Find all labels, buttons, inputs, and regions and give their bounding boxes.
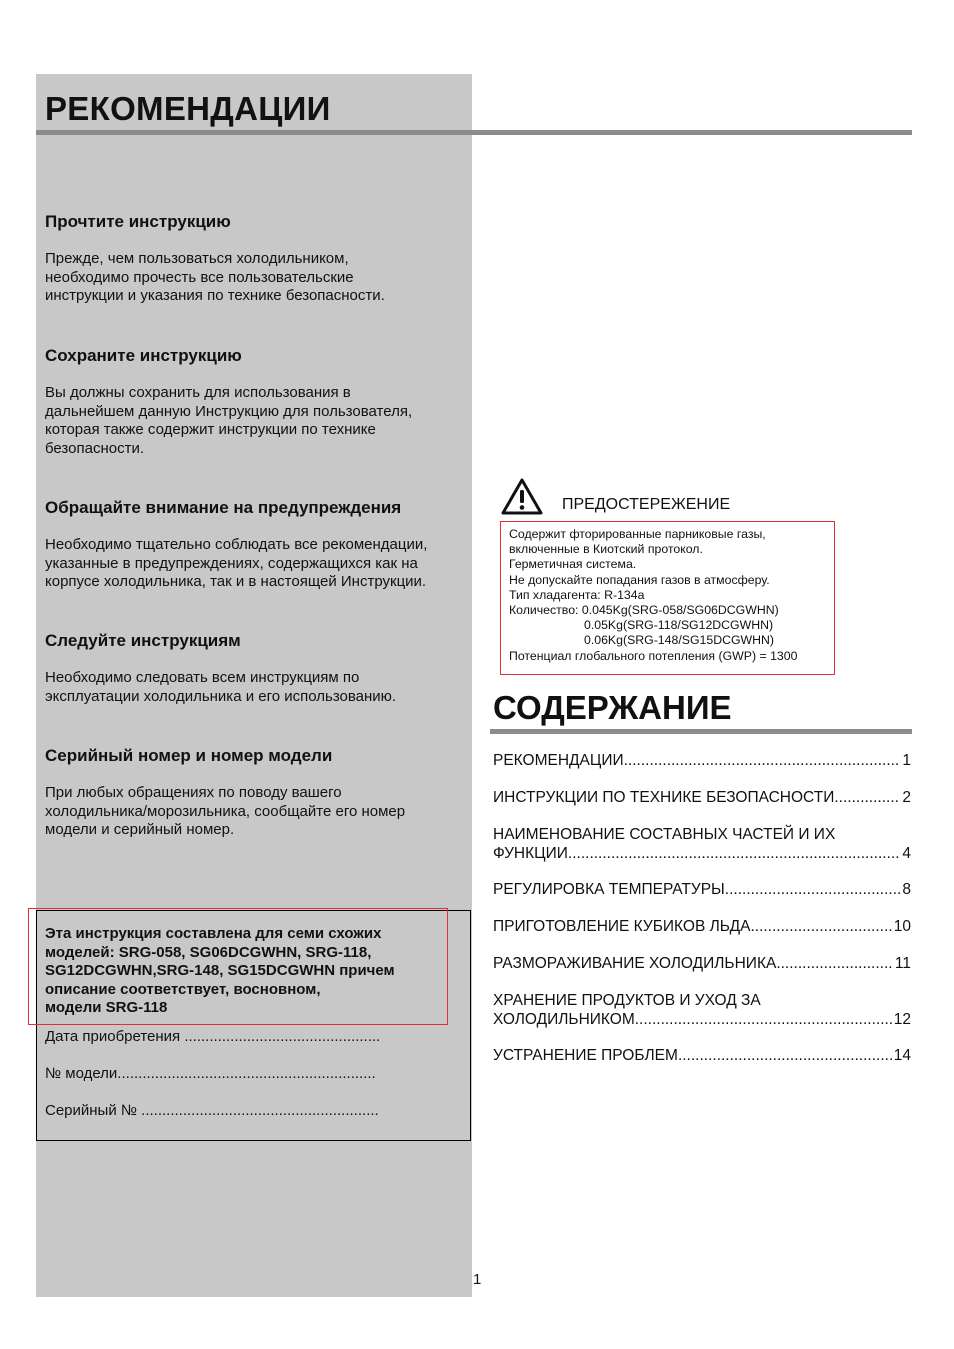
section-heading: Обращайте внимание на предупреждения [45, 498, 402, 517]
warning-line: Потенциал глобального потепления (GWP) = 1300 [509, 648, 798, 663]
section-heading: Сохраните инструкцию [45, 346, 242, 365]
toc-label: ФУНКЦИИ [493, 844, 568, 862]
models-note [45, 925, 445, 1018]
model-number-field: № модели.............................................................. [45, 1065, 376, 1082]
warning-line: 0.06Kg(SRG-148/SG15DCGWHN) [584, 633, 774, 648]
toc-title: СОДЕРЖАНИЕ [493, 689, 732, 726]
toc-leader [776, 955, 893, 974]
body-line: которая также содержит инструкции по технике [45, 421, 376, 439]
toc-entry[interactable] [493, 955, 911, 974]
note-line: SG12DCGWHN,SRG-148, SG15DCGWHN причем [45, 962, 395, 979]
body-line: холодильника/морозильника, сообщайте его номер [45, 802, 406, 820]
toc-label: РАЗМОРАЖИВАНИЕ ХОЛОДИЛЬНИКА [493, 955, 777, 972]
note-line: Эта инструкция составлена для семи схожих [45, 925, 382, 942]
warning-line: Содержит фторированные парниковые газы, [509, 527, 766, 541]
body-line: дальнейшем данную Инструкцию для пользователя, [45, 402, 413, 420]
serial-number-field: Серийный № ......................................................... [45, 1102, 379, 1119]
toc-label: ИНСТРУКЦИИ ПО ТЕХНИКЕ БЕЗОПАСНОСТИ [493, 789, 835, 806]
body-line: безопасности. [45, 439, 144, 457]
toc-entry[interactable] [493, 918, 911, 937]
section-body [45, 250, 465, 306]
body-line: Вы должны сохранить для использования в [45, 384, 351, 401]
toc-leader [568, 845, 900, 864]
section-warnings [45, 498, 465, 592]
toc-leader [635, 1011, 892, 1030]
body-line: корпусе холодильника, так и в настоящей Инструкции. [45, 573, 427, 591]
section-heading: Прочтите инструкцию [45, 212, 231, 231]
toc-label: РЕГУЛИРОВКА ТЕМПЕРАТУРЫ [493, 881, 725, 898]
warning-line: 0.05Kg(SRG-118/SG12DCGWHN) [584, 618, 774, 633]
toc-entry[interactable] [493, 881, 911, 900]
toc-label: РЕКОМЕНДАЦИИ [493, 752, 624, 769]
toc-label: ХОЛОДИЛЬНИКОМ [493, 1010, 635, 1028]
warning-line: Не допускайте попадания газов в атмосферу. [509, 572, 770, 587]
section-heading: Серийный номер и номер модели [45, 746, 333, 765]
toc-page: 8 [902, 881, 911, 898]
refrigerant-warning-box [500, 521, 835, 675]
warning-triangle-icon [501, 478, 543, 515]
warning-line: включенные в Киотский протокол. [509, 542, 703, 557]
toc-entry[interactable] [493, 789, 911, 808]
note-line: моделей: SRG-058, SG06DCGWHN, SRG-118, [45, 943, 372, 961]
body-line: При любых обращениях по поводу вашего [45, 784, 342, 801]
title-rule [36, 130, 912, 135]
section-serial-model [45, 746, 465, 840]
body-line: необходимо прочесть все пользовательские [45, 268, 354, 286]
toc-rule [490, 729, 912, 734]
toc-leader [834, 789, 900, 808]
toc-label: ХРАНЕНИЕ ПРОДУКТОВ И УХОД ЗА [493, 992, 761, 1009]
toc-entry[interactable] [493, 826, 911, 863]
warning-line: Количество: 0.045Kg(SRG-058/SG06DCGWHN) [509, 603, 779, 618]
body-line: указанные в предупреждениях, содержащихся как на [45, 554, 418, 572]
toc-label: НАИМЕНОВАНИЕ СОСТАВНЫХ ЧАСТЕЙ И ИХ [493, 826, 836, 843]
toc-leader [678, 1047, 892, 1066]
toc-page: 1 [902, 752, 911, 769]
toc-entry[interactable] [493, 992, 911, 1029]
toc-leader [725, 881, 901, 900]
page-title: РЕКОМЕНДАЦИИ [45, 90, 331, 127]
toc-label: ПРИГОТОВЛЕНИЕ КУБИКОВ ЛЬДА [493, 918, 751, 935]
section-body [45, 669, 465, 706]
section-heading: Следуйте инструкциям [45, 631, 241, 650]
toc-page: 14 [893, 1047, 911, 1064]
body-line: Необходимо следовать всем инструкциям по [45, 669, 360, 686]
section-follow-instructions [45, 631, 465, 706]
section-body [45, 384, 465, 458]
warning-line: Герметичная система. [509, 557, 637, 572]
note-line: модели SRG-118 [45, 999, 168, 1016]
toc-leader [624, 752, 901, 771]
page-number: 1 [473, 1271, 482, 1288]
body-line: Прежде, чем пользоваться холодильником, [45, 250, 349, 267]
toc-page: 2 [902, 789, 911, 806]
toc-page: 4 [902, 844, 911, 862]
toc-entry[interactable] [493, 752, 911, 771]
section-body [45, 784, 465, 840]
toc-page: 10 [893, 918, 911, 935]
body-line: Необходимо тщательно соблюдать все рекомендации, [45, 536, 428, 553]
section-body [45, 536, 465, 592]
toc-page: 12 [893, 1010, 911, 1028]
toc-entry[interactable] [493, 1047, 911, 1066]
section-read-instructions [45, 212, 465, 306]
section-save-instructions [45, 346, 465, 458]
body-line: эксплуатации холодильника и его использованию. [45, 687, 397, 705]
toc-label: УСТРАНЕНИЕ ПРОБЛЕМ [493, 1047, 678, 1064]
body-line: инструкции и указания по технике безопасности. [45, 287, 385, 305]
toc-page: 11 [894, 955, 911, 972]
toc-leader [750, 918, 891, 937]
warning-title: ПРЕДОСТЕРЕЖЕНИЕ [562, 496, 731, 513]
note-line: описание соответствует, восновном, [45, 980, 321, 998]
body-line: модели и серийный номер. [45, 821, 235, 839]
purchase-date-field: Дата приобретения ............................................... [45, 1028, 381, 1045]
warning-line: Тип хладагента: R-134a [509, 587, 645, 602]
